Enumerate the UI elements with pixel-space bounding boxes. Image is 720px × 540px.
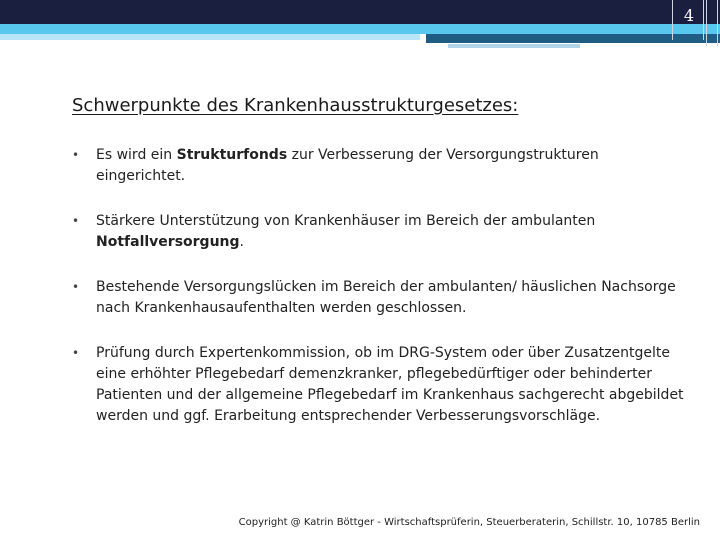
bullet-text: zur Verbesserung der Versorgungstrukturen eingerichtet.: [96, 147, 599, 184]
bullet-text: .: [239, 234, 244, 250]
page-number: 4: [683, 6, 695, 25]
header-bar-light-secondary: [0, 34, 420, 40]
bullet-item: [72, 145, 692, 187]
bullet-marker: •: [72, 280, 80, 294]
header-accent-stripe: [448, 44, 580, 48]
bullet-text: Bestehende Versorgungslücken im Bereich der ambulanten/ häuslichen Nachsorge nach Krankenhausaufenthalten werden geschlossen.: [96, 279, 676, 316]
bullet-list: [72, 145, 692, 427]
bullet-marker: •: [72, 148, 80, 162]
copyright-footer: Copyright @ Katrin Böttger - Wirtschaftsprüferin, Steuerberaterin, Schillstr. 10, 10785 Berlin: [238, 517, 700, 528]
bullet-text: Stärkere Unterstützung von Krankenhäuser im Bereich der ambulanten: [96, 213, 596, 229]
bullet-text: Prüfung durch Expertenkommission, ob im DRG-System oder über Zusatzentgelte eine erhöhter Pflegebedarf demenzkranker, pflegebedürftiger oder behinderter Patienten und der allgemeine Pflegebedarf im Krankenhaus sachgerecht abgebildet werden und ggf. Erarbeitung entsprechender Verbesserungsvorschläge.: [96, 345, 684, 424]
bullet-marker: •: [72, 346, 80, 360]
bullet-text: Es wird ein: [96, 147, 177, 163]
slide-title: Schwerpunkte des Krankenhausstrukturgesetzes:: [72, 95, 519, 116]
bullet-emphasis: Strukturfonds: [176, 147, 288, 163]
header-bar-dark: [0, 0, 720, 24]
header-divider-lines: [706, 0, 718, 46]
bullet-item: [72, 277, 692, 319]
bullet-emphasis: Notfallversorgung: [96, 234, 240, 250]
bullet-marker: •: [72, 214, 80, 228]
header-bar-light: [0, 24, 720, 34]
bullet-item: [72, 343, 692, 427]
bullet-item: [72, 211, 692, 253]
